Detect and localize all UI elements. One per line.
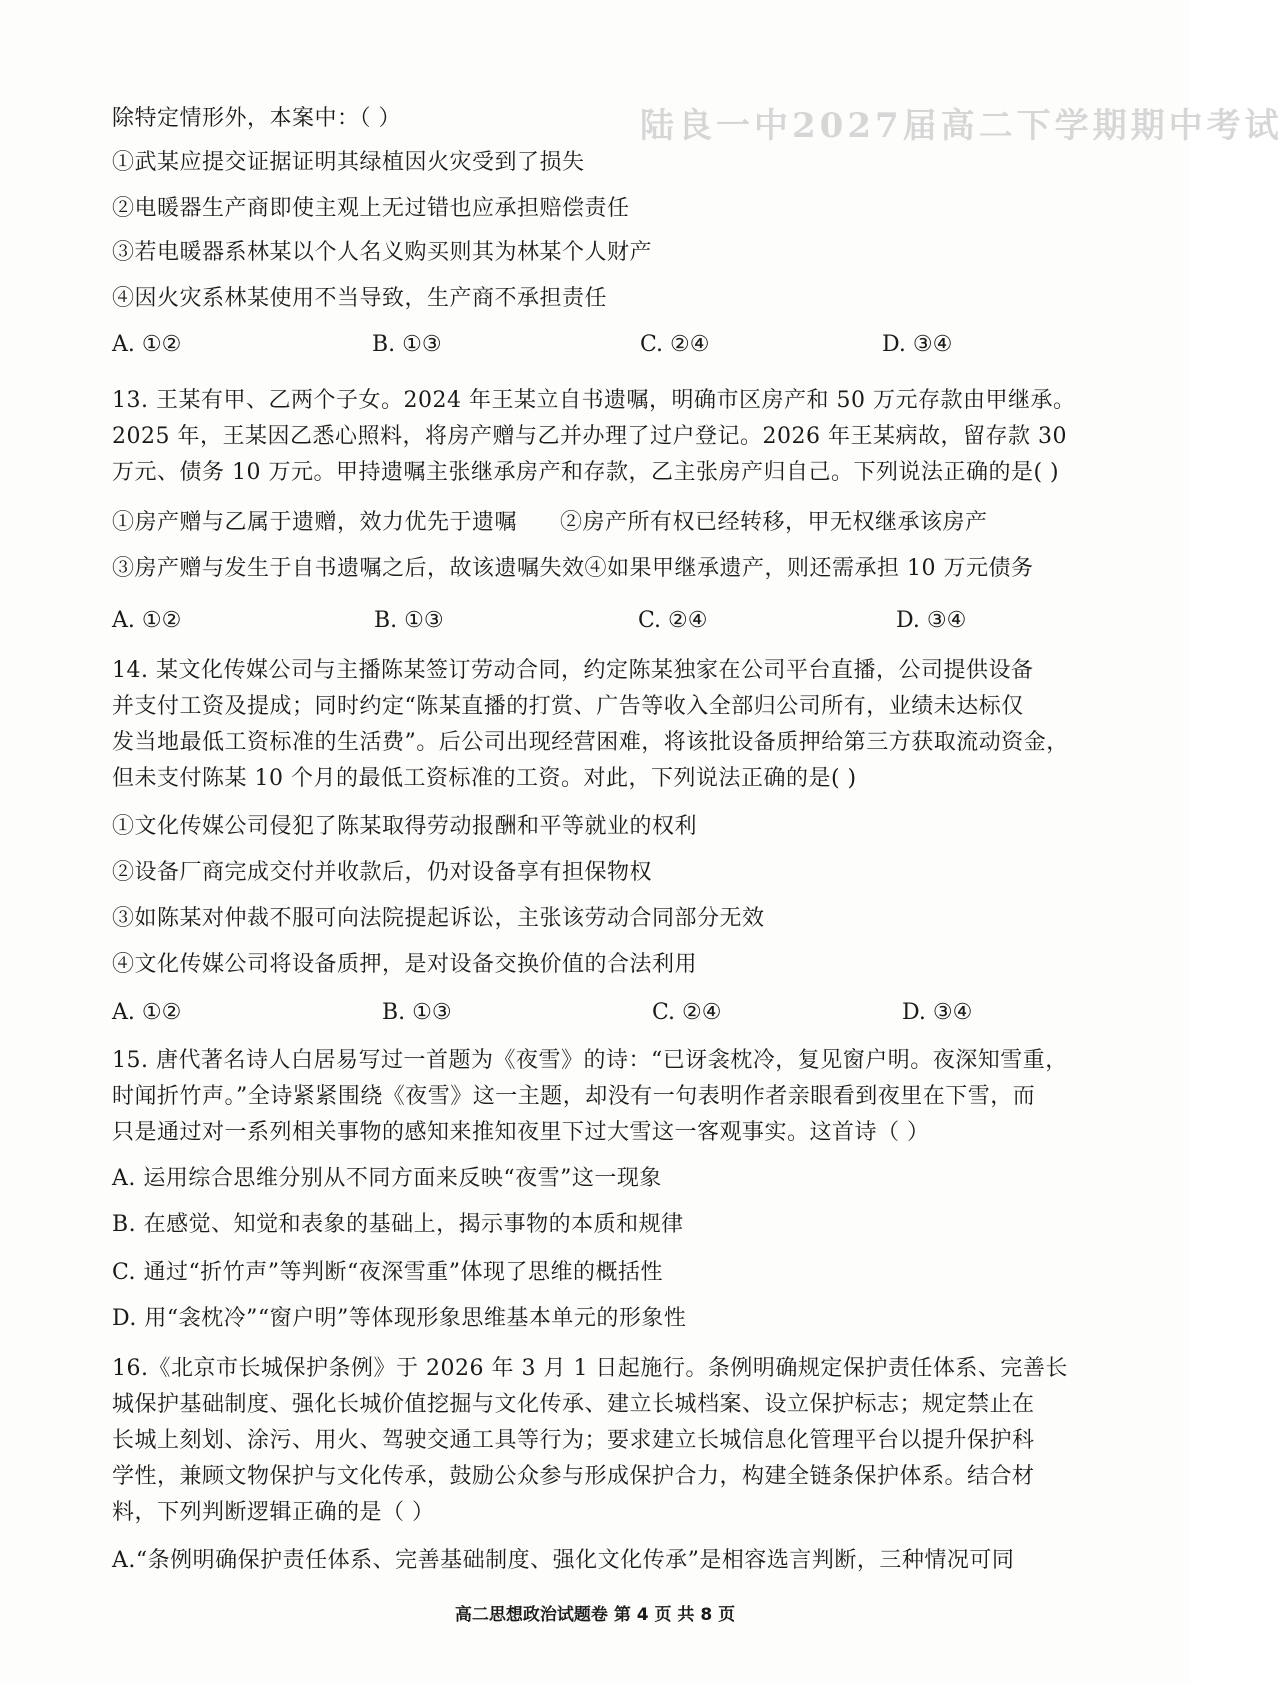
- q13-choice-b[interactable]: B. ①③: [374, 608, 444, 633]
- q16-stem-4: 学性，兼顾文物保护与文化传承，鼓励公众参与形成保护合力，构建全链条保护体系。结合材: [112, 1464, 1035, 1489]
- q13-item-3-4: ③房产赠与发生于自书遗嘱之后，故该遗嘱失效④如果甲继承遗产，则还需承担 10 万元债务: [112, 556, 1034, 581]
- q12-item-4: ④因火灾系林某使用不当导致，生产商不承担责任: [112, 286, 608, 311]
- q15-option-a[interactable]: A. 运用综合思维分别从不同方面来反映“夜雪”这一现象: [112, 1166, 662, 1191]
- q14-stem-1: 14. 某文化传媒公司与主播陈某签订劳动合同，约定陈某独家在公司平台直播，公司提供设备: [112, 658, 1034, 683]
- q15-option-b[interactable]: B. 在感觉、知觉和表象的基础上，揭示事物的本质和规律: [112, 1212, 684, 1237]
- q14-item-3: ③如陈某对仲裁不服可向法院提起诉讼，主张该劳动合同部分无效: [112, 906, 765, 931]
- q14-item-2: ②设备厂商完成交付并收款后，仍对设备享有担保物权: [112, 860, 653, 885]
- q13-stem-1: 13. 王某有甲、乙两个子女。2024 年王某立自书遗嘱，明确市区房产和 50 万元存款由甲继承。: [112, 388, 1076, 413]
- q16-stem-3: 长城上刻划、涂污、用火、驾驶交通工具等行为；要求建立长城信息化管理平台以提升保护科: [112, 1428, 1035, 1453]
- q16-stem-5: 料，下列判断逻辑正确的是（ ）: [112, 1500, 435, 1525]
- q14-choice-d[interactable]: D. ③④: [902, 1000, 973, 1025]
- q15-stem-1: 15. 唐代著名诗人白居易写过一首题为《夜雪》的诗：“已讶衾枕冷，复见窗户明。夜深知雪重，: [112, 1048, 1068, 1073]
- q13-choice-a[interactable]: A. ①②: [112, 608, 182, 633]
- q13-choice-c[interactable]: C. ②④: [638, 608, 708, 633]
- q13-stem-3: 万元、债务 10 万元。甲持遗嘱主张继承房产和存款，乙主张房产归自己。下列说法正确的是( ): [112, 460, 1060, 485]
- q12-choice-d[interactable]: D. ③④: [882, 332, 953, 357]
- q14-stem-2: 并支付工资及提成；同时约定“陈某直播的打赏、广告等收入全部归公司所有，业绩未达标仅: [112, 694, 1024, 719]
- q14-choice-c[interactable]: C. ②④: [652, 1000, 722, 1025]
- q16-stem-2: 城保护基础制度、强化长城价值挖掘与文化传承、建立长城档案、设立保护标志；规定禁止在: [112, 1392, 1035, 1417]
- q16-stem-1: 16.《北京市长城保护条例》于 2026 年 3 月 1 日起施行。条例明确规定保护责任体系、完善长: [112, 1356, 1068, 1381]
- q14-stem-4: 但未支付陈某 10 个月的最低工资标准的工资。对此，下列说法正确的是( ): [112, 766, 857, 791]
- q12-choice-b[interactable]: B. ①③: [372, 332, 442, 357]
- q15-stem-2: 时闻折竹声。”全诗紧紧围绕《夜雪》这一主题，却没有一句表明作者亲眼看到夜里在下雪，而: [112, 1084, 1036, 1109]
- q12-item-1: ①武某应提交证据证明其绿植因火灾受到了损失: [112, 150, 585, 175]
- q13-item-2: ②房产所有权已经转移，甲无权继承该房产: [560, 510, 988, 535]
- q13-choice-d[interactable]: D. ③④: [896, 608, 967, 633]
- q13-stem-2: 2025 年，王某因乙悉心照料，将房产赠与乙并办理了过户登记。2026 年王某病故，留存款 30: [112, 424, 1067, 449]
- q15-option-c[interactable]: C. 通过“折竹声”等判断“夜深雪重”体现了思维的概括性: [112, 1260, 664, 1285]
- q12-choice-c[interactable]: C. ②④: [640, 332, 710, 357]
- q14-item-4: ④文化传媒公司将设备质押，是对设备交换价值的合法利用: [112, 952, 698, 977]
- q12-item-2: ②电暖器生产商即使主观上无过错也应承担赔偿责任: [112, 196, 630, 221]
- bleed-through-watermark: 陆良一中2027届高二下学期期中考试: [640, 106, 1283, 146]
- q13-item-1: ①房产赠与乙属于遗赠，效力优先于遗嘱: [112, 510, 518, 535]
- q15-stem-3: 只是通过对一系列相关事物的感知来推知夜里下过大雪这一客观事实。这首诗（ ）: [112, 1120, 930, 1145]
- q12-lead: 除特定情形外，本案中：（ ）: [112, 106, 401, 131]
- q14-stem-3: 发当地最低工资标准的生活费”。后公司出现经营困难，将该批设备质押给第三方获取流动资金，: [112, 730, 1069, 755]
- q15-option-d[interactable]: D. 用“衾枕冷”“窗户明”等体现形象思维基本单元的形象性: [112, 1306, 687, 1331]
- q12-choice-a[interactable]: A. ①②: [112, 332, 182, 357]
- q12-item-3: ③若电暖器系林某以个人名义购买则其为林某个人财产: [112, 240, 653, 265]
- q14-choice-b[interactable]: B. ①③: [382, 1000, 452, 1025]
- q14-item-1: ①文化传媒公司侵犯了陈某取得劳动报酬和平等就业的权利: [112, 814, 698, 839]
- q14-choice-a[interactable]: A. ①②: [112, 1000, 182, 1025]
- q16-option-a[interactable]: A.“条例明确保护责任体系、完善基础制度、强化文化传承”是相容选言判断，三种情况可同: [112, 1548, 1015, 1573]
- page-footer: 高二思想政治试题卷 第 4 页 共 8 页: [454, 1605, 736, 1625]
